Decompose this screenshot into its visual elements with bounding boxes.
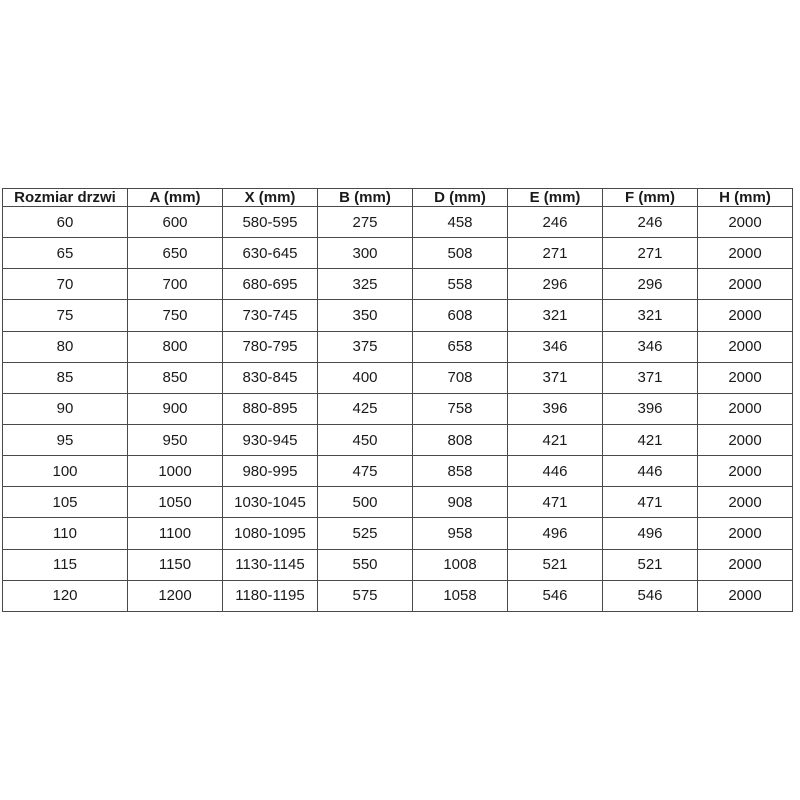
table-cell: 95 xyxy=(3,424,128,455)
table-cell: 271 xyxy=(603,238,698,269)
table-cell: 1200 xyxy=(128,580,223,611)
table-header-row xyxy=(3,189,793,207)
table-cell: 608 xyxy=(413,300,508,331)
table-cell: 521 xyxy=(508,549,603,580)
door-size-table xyxy=(2,188,793,612)
table-cell: 950 xyxy=(128,424,223,455)
table-cell: 296 xyxy=(603,269,698,300)
table-cell: 2000 xyxy=(698,269,793,300)
table-row xyxy=(3,238,793,269)
table-cell: 680-695 xyxy=(223,269,318,300)
table-cell: 600 xyxy=(128,207,223,238)
column-header: B (mm) xyxy=(318,189,413,207)
table-cell: 458 xyxy=(413,207,508,238)
table-cell: 1008 xyxy=(413,549,508,580)
table-cell: 808 xyxy=(413,424,508,455)
table-cell: 630-645 xyxy=(223,238,318,269)
table-cell: 396 xyxy=(603,393,698,424)
table-cell: 800 xyxy=(128,331,223,362)
table-cell: 730-745 xyxy=(223,300,318,331)
table-row xyxy=(3,580,793,611)
table-cell: 271 xyxy=(508,238,603,269)
table-cell: 90 xyxy=(3,393,128,424)
table-cell: 2000 xyxy=(698,580,793,611)
table-cell: 575 xyxy=(318,580,413,611)
table-cell: 396 xyxy=(508,393,603,424)
table-cell: 2000 xyxy=(698,238,793,269)
table-cell: 550 xyxy=(318,549,413,580)
table-cell: 2000 xyxy=(698,456,793,487)
table-cell: 60 xyxy=(3,207,128,238)
table-row xyxy=(3,300,793,331)
table-cell: 421 xyxy=(603,424,698,455)
table-cell: 475 xyxy=(318,456,413,487)
column-header: D (mm) xyxy=(413,189,508,207)
table-cell: 500 xyxy=(318,487,413,518)
table-cell: 321 xyxy=(508,300,603,331)
table-cell: 508 xyxy=(413,238,508,269)
table-row xyxy=(3,456,793,487)
table-cell: 120 xyxy=(3,580,128,611)
table-row xyxy=(3,207,793,238)
table-cell: 80 xyxy=(3,331,128,362)
table-cell: 930-945 xyxy=(223,424,318,455)
table-cell: 115 xyxy=(3,549,128,580)
table-cell: 1180-1195 xyxy=(223,580,318,611)
table-cell: 780-795 xyxy=(223,331,318,362)
table-cell: 246 xyxy=(603,207,698,238)
table-cell: 650 xyxy=(128,238,223,269)
table-cell: 1080-1095 xyxy=(223,518,318,549)
table-cell: 546 xyxy=(508,580,603,611)
column-header: X (mm) xyxy=(223,189,318,207)
table-cell: 2000 xyxy=(698,207,793,238)
table-cell: 2000 xyxy=(698,393,793,424)
table-cell: 446 xyxy=(508,456,603,487)
table-cell: 371 xyxy=(603,362,698,393)
table-cell: 525 xyxy=(318,518,413,549)
table-cell: 65 xyxy=(3,238,128,269)
table-cell: 105 xyxy=(3,487,128,518)
table-cell: 471 xyxy=(603,487,698,518)
column-header: H (mm) xyxy=(698,189,793,207)
table-cell: 100 xyxy=(3,456,128,487)
table-cell: 1130-1145 xyxy=(223,549,318,580)
table-cell: 2000 xyxy=(698,487,793,518)
table-cell: 1058 xyxy=(413,580,508,611)
table-cell: 700 xyxy=(128,269,223,300)
table-cell: 246 xyxy=(508,207,603,238)
table-cell: 375 xyxy=(318,331,413,362)
table-cell: 2000 xyxy=(698,518,793,549)
table-cell: 1150 xyxy=(128,549,223,580)
table-cell: 425 xyxy=(318,393,413,424)
table-cell: 658 xyxy=(413,331,508,362)
table-cell: 471 xyxy=(508,487,603,518)
column-header: E (mm) xyxy=(508,189,603,207)
table-cell: 85 xyxy=(3,362,128,393)
table-cell: 908 xyxy=(413,487,508,518)
table-cell: 1000 xyxy=(128,456,223,487)
column-header: F (mm) xyxy=(603,189,698,207)
table-cell: 496 xyxy=(508,518,603,549)
table-cell: 580-595 xyxy=(223,207,318,238)
table-cell: 708 xyxy=(413,362,508,393)
table-cell: 546 xyxy=(603,580,698,611)
table-cell: 850 xyxy=(128,362,223,393)
table-cell: 1030-1045 xyxy=(223,487,318,518)
table-cell: 296 xyxy=(508,269,603,300)
table-row xyxy=(3,518,793,549)
table-row xyxy=(3,424,793,455)
table-row xyxy=(3,549,793,580)
table-cell: 758 xyxy=(413,393,508,424)
table-cell: 75 xyxy=(3,300,128,331)
table-cell: 750 xyxy=(128,300,223,331)
table-cell: 830-845 xyxy=(223,362,318,393)
table-cell: 900 xyxy=(128,393,223,424)
table-cell: 325 xyxy=(318,269,413,300)
table-cell: 371 xyxy=(508,362,603,393)
table-cell: 1050 xyxy=(128,487,223,518)
table-cell: 2000 xyxy=(698,424,793,455)
table-cell: 421 xyxy=(508,424,603,455)
table-cell: 300 xyxy=(318,238,413,269)
table-cell: 880-895 xyxy=(223,393,318,424)
table-cell: 2000 xyxy=(698,331,793,362)
table-cell: 70 xyxy=(3,269,128,300)
table-cell: 450 xyxy=(318,424,413,455)
table-cell: 521 xyxy=(603,549,698,580)
table-cell: 496 xyxy=(603,518,698,549)
table-cell: 350 xyxy=(318,300,413,331)
table-cell: 346 xyxy=(508,331,603,362)
table-cell: 321 xyxy=(603,300,698,331)
table-cell: 346 xyxy=(603,331,698,362)
table-cell: 1100 xyxy=(128,518,223,549)
table-cell: 558 xyxy=(413,269,508,300)
table-cell: 446 xyxy=(603,456,698,487)
column-header: Rozmiar drzwi xyxy=(3,189,128,207)
table-cell: 2000 xyxy=(698,362,793,393)
column-header: A (mm) xyxy=(128,189,223,207)
table-cell: 980-995 xyxy=(223,456,318,487)
table-cell: 2000 xyxy=(698,549,793,580)
table-cell: 958 xyxy=(413,518,508,549)
table-cell: 110 xyxy=(3,518,128,549)
table-row xyxy=(3,331,793,362)
table-cell: 400 xyxy=(318,362,413,393)
table-row xyxy=(3,487,793,518)
table-row xyxy=(3,362,793,393)
table-row xyxy=(3,393,793,424)
table-row xyxy=(3,269,793,300)
table-cell: 275 xyxy=(318,207,413,238)
table-body xyxy=(3,207,793,612)
table-cell: 2000 xyxy=(698,300,793,331)
table-cell: 858 xyxy=(413,456,508,487)
